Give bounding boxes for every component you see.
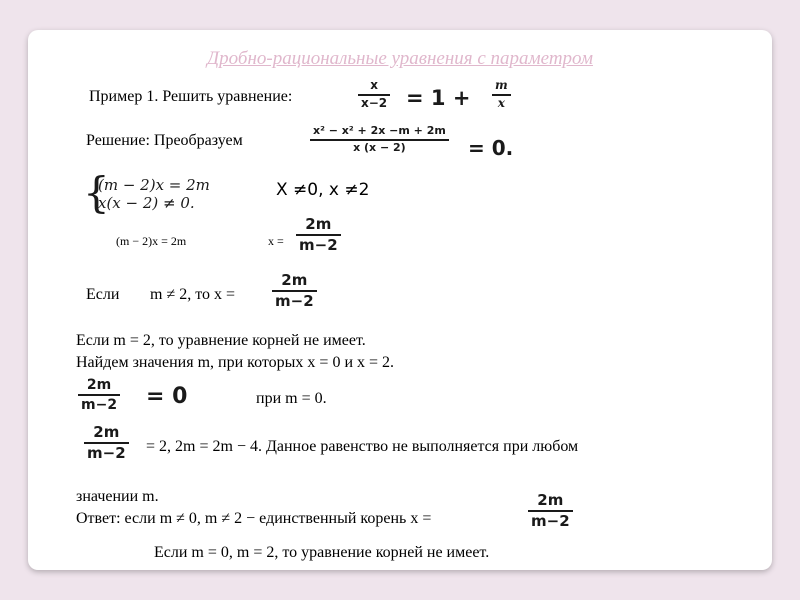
case1-if: Если (86, 286, 120, 303)
example-frac-den: x−2 (361, 95, 388, 110)
answer-text: Ответ: если m ≠ 0, m ≠ 2 − единственный корень x = (76, 510, 432, 527)
check2-text: = 2, 2m = 2m − 4. Данное равенство не выполняется при любом (146, 438, 579, 455)
step-equation: (m − 2)x = 2m (116, 234, 187, 248)
check0-frac-num: 2m (86, 377, 112, 393)
system-line-2: x(x − 2) ≠ 0. (98, 194, 195, 212)
example-rhs-num: m (495, 78, 508, 92)
tail-line-1: значении m. (76, 488, 159, 505)
answer-fraction (528, 492, 573, 531)
answer-frac-num: 2m (537, 491, 564, 509)
check0-fraction (78, 377, 120, 413)
example-rhs-eq: = 1 + (406, 86, 471, 110)
fraction-bar (78, 394, 120, 396)
final-text: Если m = 0, m = 2, то уравнение корней не имеет. (154, 544, 490, 561)
check0-equals: = 0 (146, 384, 188, 409)
system-brace-icon: { (83, 168, 110, 217)
case1-fraction (272, 272, 317, 311)
slide-title: Дробно-рациональные уравнения с параметром (207, 48, 593, 69)
case1-frac-den: m−2 (275, 292, 314, 311)
step-frac-den: m−2 (299, 236, 338, 255)
case2-line-1: Если m = 2, то уравнение корней не имеет. (76, 332, 366, 349)
example-frac-num: x (370, 78, 378, 92)
solution-frac-den: x (x − 2) (353, 140, 406, 154)
example-rhs-den: x (497, 95, 505, 110)
system-condition: X ≠0, x ≠2 (276, 180, 370, 200)
example-fraction (358, 79, 390, 111)
check2-frac-den: m−2 (87, 444, 126, 463)
case2-line-2: Найдем значения m, при которых x = 0 и x = 2. (76, 354, 395, 371)
step-fraction (296, 216, 341, 255)
solution-label: Решение: Преобразуем (86, 132, 243, 149)
check2-fraction (84, 424, 129, 463)
example-label: Пример 1. Решить уравнение: (89, 88, 293, 105)
check0-frac-den: m−2 (81, 397, 118, 414)
solution-rhs: = 0. (468, 136, 514, 160)
check0-text: при m = 0. (256, 390, 327, 407)
system-line-1: (m − 2)x = 2m (98, 176, 210, 194)
case1-text: m ≠ 2, то x = (150, 286, 236, 303)
case1-frac-num: 2m (281, 271, 308, 289)
check2-frac-num: 2m (93, 423, 120, 441)
step-x-label: x = (268, 234, 284, 248)
example-rhs-fraction (492, 79, 511, 111)
solution-fraction (310, 125, 449, 154)
solution-frac-num: x² − x² + 2x −m + 2m (313, 124, 446, 137)
answer-frac-den: m−2 (531, 512, 570, 531)
step-frac-num: 2m (305, 215, 332, 233)
slide (28, 30, 772, 570)
